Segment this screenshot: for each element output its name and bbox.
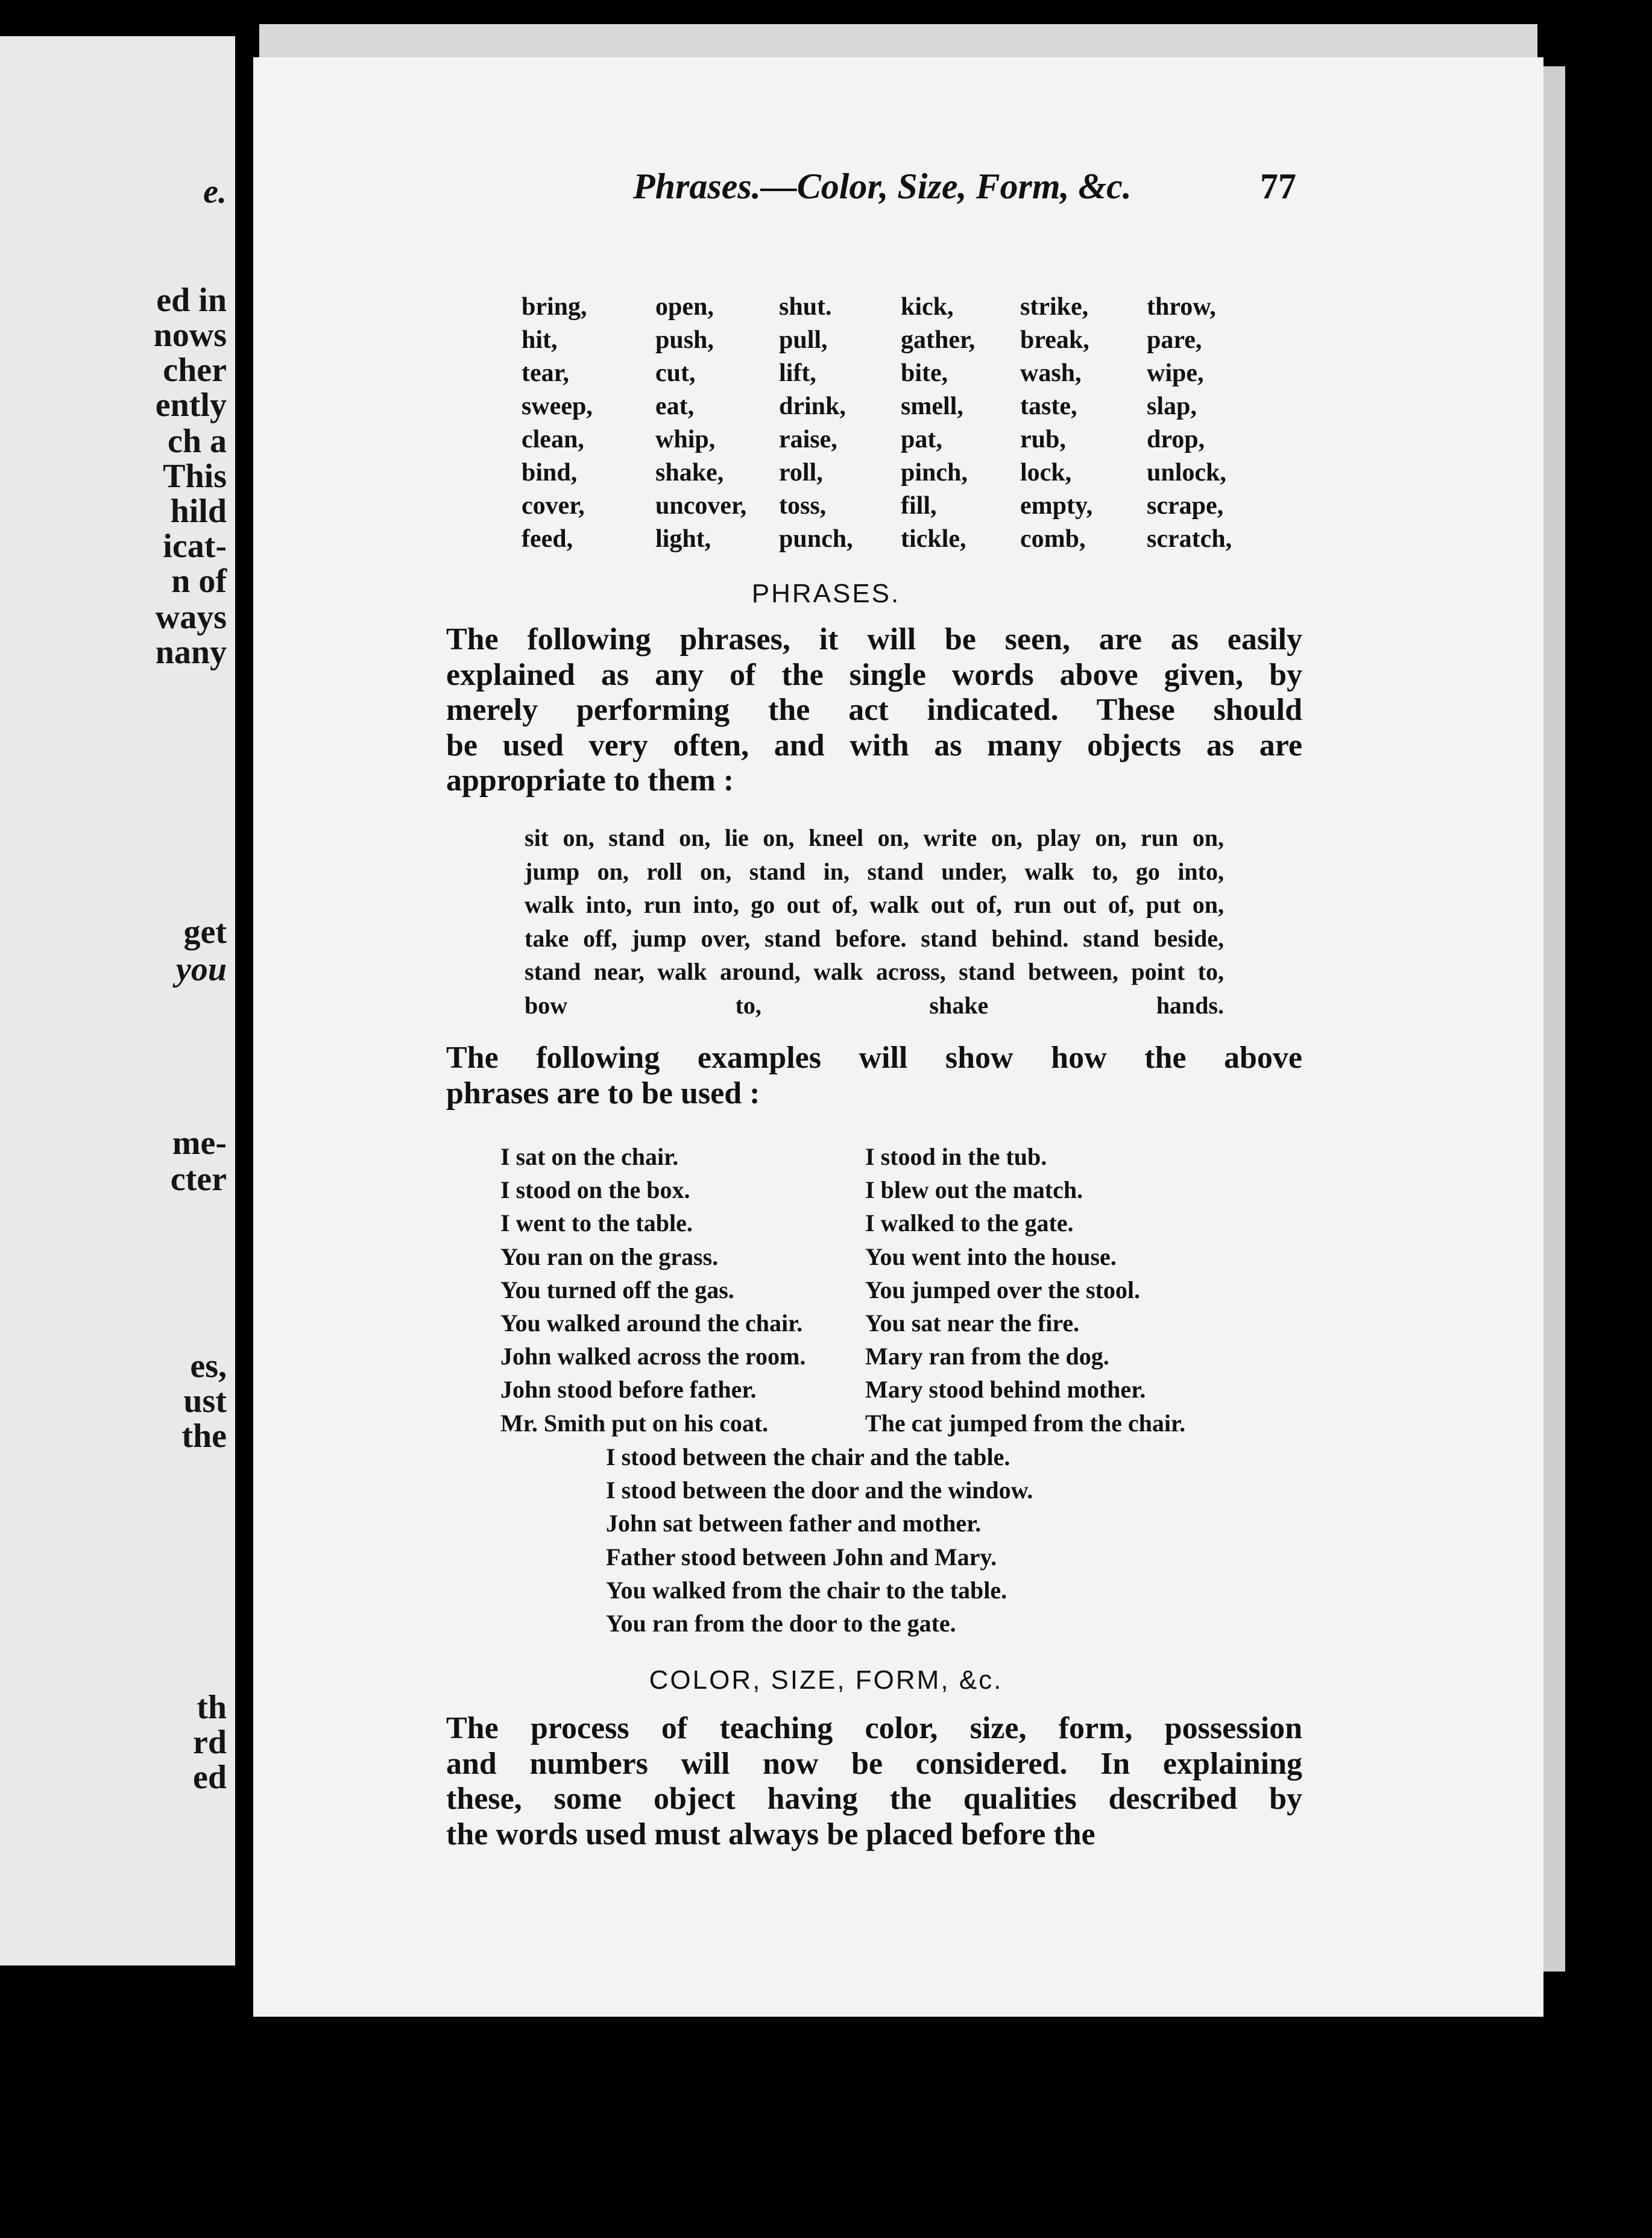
left-page-text-fragment: ways — [155, 599, 227, 636]
word-table-cell: bite, — [901, 359, 948, 387]
word-table-cell: pat, — [901, 426, 942, 453]
example-sentence: I sat on the chair. — [500, 1143, 679, 1170]
left-page-text-fragment: nows — [153, 317, 227, 354]
left-page-text-fragment: e. — [203, 173, 227, 210]
word-table-cell: smell, — [901, 392, 963, 420]
example-sentence: John sat between father and mother. — [606, 1510, 982, 1537]
example-sentence: I blew out the match. — [865, 1176, 1083, 1204]
phrases-heading: PHRASES. — [751, 579, 901, 608]
word-table-cell: taste, — [1020, 392, 1077, 420]
word-table-cell: sweep, — [522, 392, 593, 420]
left-page-text-fragment: n of — [171, 563, 227, 600]
example-sentence: You sat near the fire. — [865, 1310, 1080, 1337]
example-sentence: You turned off the gas. — [500, 1276, 734, 1303]
paragraph-line: the words used must always be placed before the — [446, 1817, 1096, 1852]
example-sentence: You jumped over the stool. — [865, 1276, 1140, 1303]
paragraph-line: The following examples will show how the above — [446, 1041, 1302, 1075]
word-table-cell: toss, — [779, 492, 827, 520]
word-table-cell: tear, — [522, 359, 569, 387]
phrase-list-line: take off, jump over, stand before. stand behind. stand beside, — [525, 924, 1224, 952]
example-sentence: Mary stood behind mother. — [865, 1376, 1146, 1404]
word-table-cell: unlock, — [1147, 459, 1226, 487]
word-table-cell: punch, — [779, 525, 853, 553]
example-sentence: I walked to the gate. — [865, 1209, 1074, 1237]
word-table-cell: wipe, — [1147, 359, 1204, 387]
word-table-cell: strike, — [1020, 293, 1089, 321]
example-sentence: You walked around the chair. — [500, 1310, 803, 1337]
page-number: 77 — [1260, 166, 1296, 206]
left-page-text-fragment: cher — [163, 351, 227, 389]
word-table-cell: scrape, — [1147, 492, 1224, 520]
phrases-intro-paragraph — [446, 622, 1302, 799]
examples-intro-paragraph — [446, 1041, 1302, 1111]
running-header-title: Phrases.—Color, Size, Form, &c. — [633, 166, 1132, 206]
left-page-text-fragment: cter — [170, 1161, 227, 1198]
word-table-cell: comb, — [1020, 525, 1086, 553]
word-table-cell: gather, — [901, 326, 976, 354]
paragraph-line: appropriate to them : — [446, 763, 734, 798]
word-table-cell: throw, — [1147, 293, 1216, 321]
phrase-list-line: bow to, shake hands. — [525, 991, 1224, 1019]
word-table-cell: feed, — [522, 525, 573, 553]
left-page-text-fragment: me- — [172, 1124, 227, 1162]
word-table-cell: pull, — [779, 326, 828, 354]
word-table-cell: roll, — [779, 459, 823, 487]
left-page-text-fragment: icat- — [163, 528, 227, 565]
example-sentence: You went into the house. — [865, 1243, 1117, 1270]
phrase-list — [525, 821, 1224, 1022]
word-table-cell: cut, — [655, 359, 696, 387]
word-table-cell: empty, — [1020, 492, 1093, 520]
example-sentence: Father stood between John and Mary. — [606, 1543, 997, 1571]
word-table-cell: tickle, — [901, 525, 966, 553]
left-page-text-fragment: ed in — [156, 282, 227, 319]
examples-center-column — [606, 1440, 1033, 1640]
word-table-cell: pare, — [1147, 326, 1202, 354]
phrase-list-line: walk into, run into, go out of, walk out of, run out of, put on, — [525, 891, 1224, 918]
examples-right-column — [865, 1140, 1185, 1440]
word-table-cell: kick, — [901, 293, 954, 321]
example-sentence: I stood between the chair and the table. — [606, 1443, 1010, 1470]
word-table-cell: rub, — [1020, 426, 1066, 453]
word-table-cell: clean, — [522, 426, 584, 453]
phrase-list-line: stand near, walk around, walk across, stand between, point to, — [525, 958, 1224, 985]
phrase-list-line: jump on, roll on, stand in, stand under, walk to, go into, — [525, 857, 1224, 885]
paragraph-line: explained as any of the single words above given, by — [446, 657, 1302, 692]
examples-left-column — [500, 1140, 806, 1440]
paragraph-line: be used very often, and with as many objects as are — [446, 728, 1302, 763]
paragraph-line: The following phrases, it will be seen, are as easily — [446, 622, 1302, 657]
word-table-cell: bind, — [522, 459, 578, 487]
word-table-cell: drop, — [1147, 426, 1205, 453]
left-page-text-fragment: This — [163, 458, 227, 495]
word-table-cell: push, — [655, 326, 714, 354]
word-table-cell: cover, — [522, 492, 585, 520]
word-table-cell: hit, — [522, 326, 558, 354]
phrase-list-line: sit on, stand on, lie on, kneel on, write on, play on, run on, — [525, 824, 1224, 851]
example-sentence: You ran from the door to the gate. — [606, 1610, 956, 1638]
example-sentence: Mary ran from the dog. — [865, 1343, 1109, 1370]
example-sentence: I stood in the tub. — [865, 1143, 1047, 1170]
word-table-cell: wash, — [1020, 359, 1082, 387]
word-table-cell: bring, — [522, 293, 587, 321]
word-table-cell: eat, — [655, 392, 695, 420]
word-table-cell: lock, — [1020, 459, 1072, 487]
word-table-cell: lift, — [779, 359, 816, 387]
example-sentence: You ran on the grass. — [500, 1243, 719, 1270]
example-sentence: The cat jumped from the chair. — [865, 1409, 1186, 1437]
example-sentence: I stood on the box. — [500, 1176, 690, 1204]
word-table-cell: slap, — [1147, 392, 1197, 420]
left-page-text-fragment: ed — [193, 1759, 227, 1796]
word-table-cell: light, — [655, 525, 711, 553]
word-table-cell: pinch, — [901, 459, 968, 487]
color-size-form-paragraph — [446, 1711, 1302, 1852]
example-sentence: John stood before father. — [500, 1376, 757, 1404]
left-page-text-fragment: you — [176, 951, 227, 988]
word-table-cell: whip, — [655, 426, 716, 453]
left-page-text-fragment: hild — [170, 493, 227, 530]
word-table-cell: scratch, — [1147, 525, 1232, 553]
example-sentence: You walked from the chair to the table. — [606, 1576, 1007, 1604]
word-table-cell: raise, — [779, 426, 837, 453]
color-size-form-heading: COLOR, SIZE, FORM, &c. — [649, 1665, 1003, 1695]
left-page-text-fragment: th — [197, 1689, 227, 1726]
paragraph-line: these, some object having the qualities described by — [446, 1782, 1302, 1816]
paragraph-line: The process of teaching color, size, form, possession — [446, 1711, 1302, 1745]
left-page-text-fragment: the — [181, 1417, 227, 1455]
word-table-cell: break, — [1020, 326, 1089, 354]
word-table-cell: fill, — [901, 492, 937, 520]
example-sentence: I went to the table. — [500, 1209, 693, 1237]
word-table-cell: drink, — [779, 392, 846, 420]
paragraph-line: and numbers will now be considered. In explaining — [446, 1746, 1302, 1781]
left-page-text-fragment: get — [183, 913, 227, 951]
example-sentence: I stood between the door and the window. — [606, 1477, 1033, 1504]
left-page-text-fragment: rd — [193, 1724, 227, 1761]
left-page-text-fragment: ust — [183, 1382, 227, 1420]
left-page-text-fragment: ch a — [168, 423, 227, 460]
word-table-cell: shut. — [779, 293, 832, 321]
example-sentence: John walked across the room. — [500, 1343, 806, 1370]
left-page-text-fragment: ently — [155, 386, 227, 424]
example-sentence: Mr. Smith put on his coat. — [500, 1409, 769, 1437]
paragraph-line: merely performing the act indicated. These should — [446, 693, 1302, 727]
word-table-cell: uncover, — [655, 492, 747, 520]
left-page-text-fragment: nany — [155, 634, 227, 671]
paragraph-line: phrases are to be used : — [446, 1076, 760, 1111]
left-page-text-fragment: es, — [190, 1348, 227, 1385]
word-table-cell: shake, — [655, 459, 724, 487]
word-table-cell: open, — [655, 293, 714, 321]
